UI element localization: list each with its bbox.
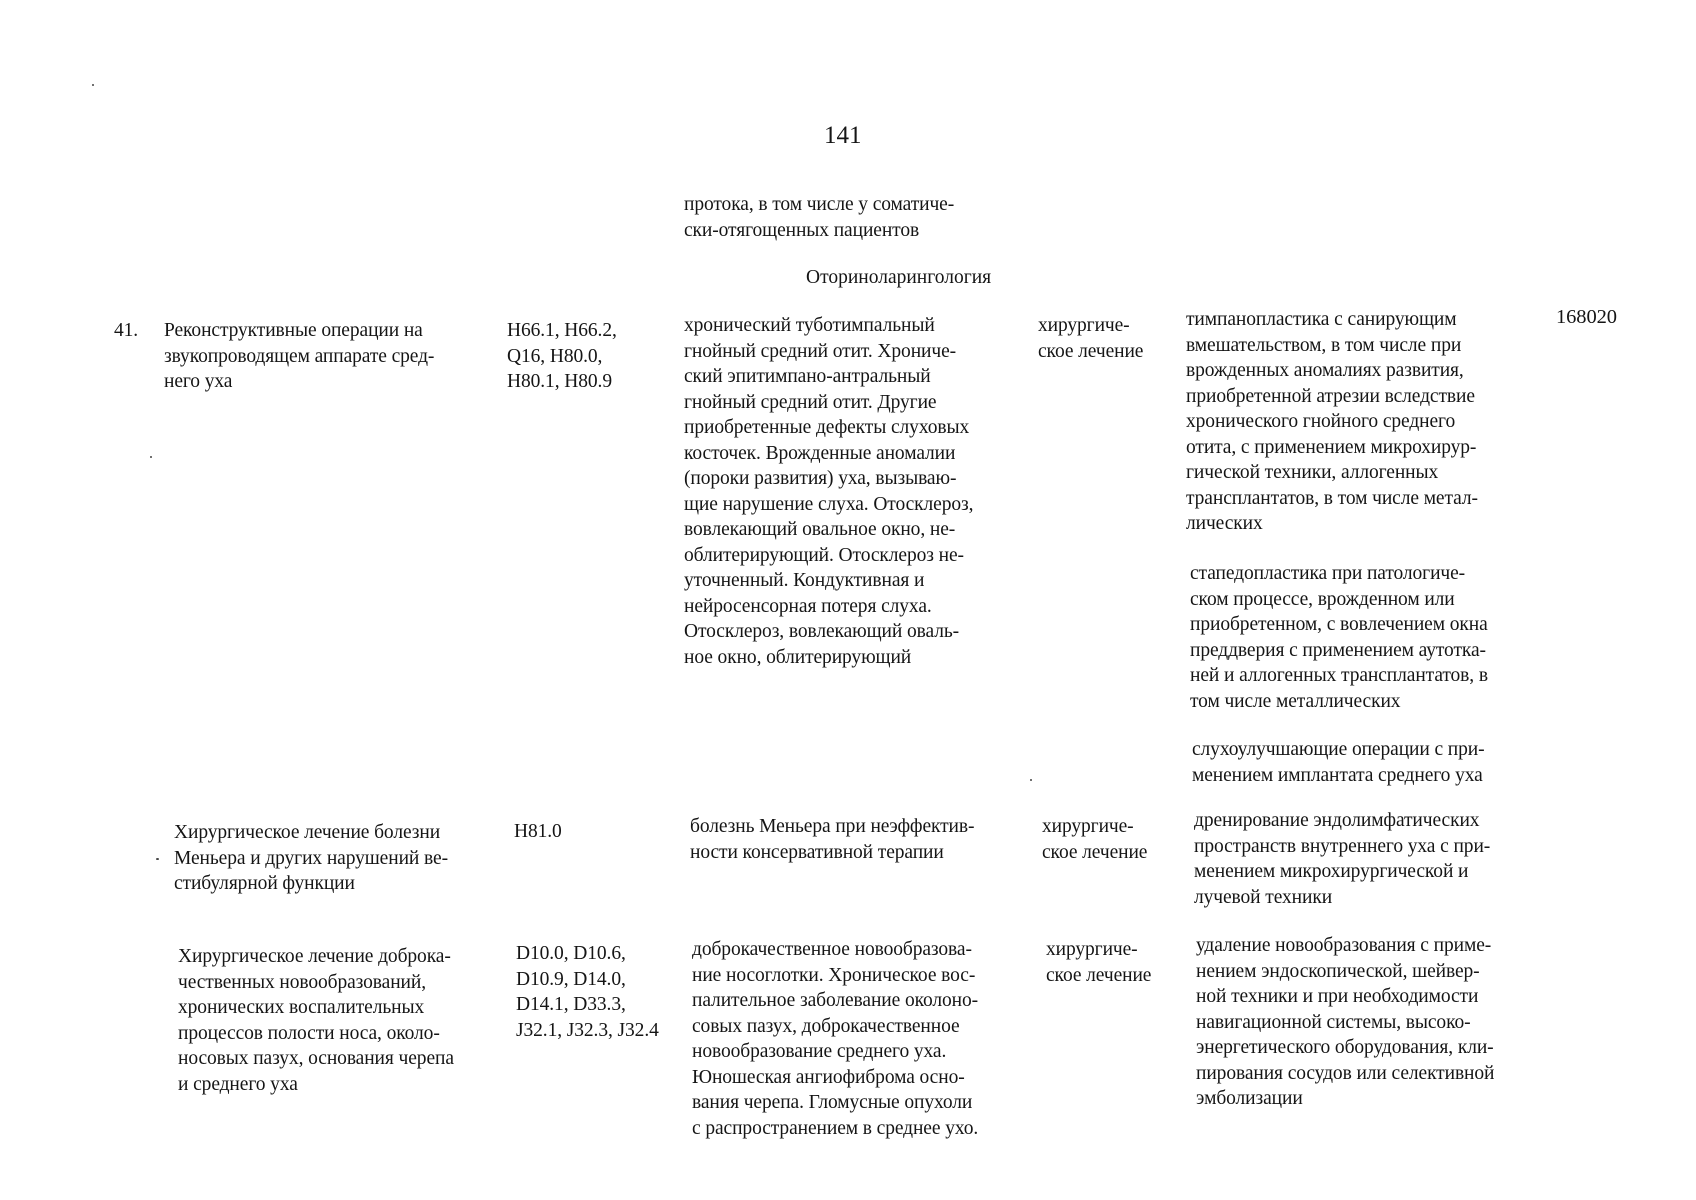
row-name: Реконструктивные операции на звукопроводящем аппарате сред- него уха (164, 320, 435, 392)
row-method: стапедопластика при патологиче- ском процессе, врожденном или приобретенном, с вовлечением окна преддверия с применением аутотка- ней и аллогенных трансплантатов, в том числе металлических (1190, 563, 1488, 712)
row-method: тимпанопластика с санирующим вмешательством, в том числе при врожденных аномалиях развития, приобретенной атрезии вследствие хронического гнойного среднего отита, с применением микрохирур- гической техники, аллогенных трансплантатов, в том числе метал- лических (1186, 309, 1478, 534)
row-index: 41. (114, 320, 139, 341)
row-codes: H81.0 (514, 821, 562, 842)
row-cost: 168020 (1556, 306, 1617, 328)
row-diagnosis: хронический туботимпальный гнойный средний отит. Хрониче- ский эпитимпано-антральный гнойный средний отит. Другие приобретенные дефекты слуховых косточек. Врожденные аномалии (пороки развития) уха, вызываю- щие нарушение слуха. Отосклероз, вовлекающий овальное окно, не- облитерирующий. Отосклероз не- уточненный. Кондуктивная и нейросенсорная потеря слуха. Отосклероз, вовлекающий оваль- ное окно, облитерирующий (684, 315, 974, 668)
row-treatment: хирургиче- ское лечение (1038, 315, 1144, 362)
scan-speck (156, 858, 159, 860)
row-treatment: хирургиче- ское лечение (1046, 939, 1152, 986)
row-name: Хирургическое лечение болезни Меньера и других нарушений ве- стибулярной функции (174, 822, 448, 894)
scan-speck (150, 456, 152, 458)
row-method: удаление новообразования с приме- нением эндоскопической, шейвер- ной техники и при необходимости навигационной системы, высоко- энергетического оборудования, кли- пирования сосудов или селективной эмболизации (1196, 935, 1495, 1109)
row-treatment: хирургиче- ское лечение (1042, 816, 1148, 863)
section-title: Оториноларингология (806, 267, 992, 288)
continued-text: протока, в том числе у соматиче- ски-отягощенных пациентов (684, 194, 955, 241)
row-codes: H66.1, H66.2, Q16, H80.0, H80.1, H80.9 (507, 320, 617, 392)
row-diagnosis: болезнь Меньера при неэффектив- ности консервативной терапии (690, 816, 975, 863)
row-name: Хирургическое лечение доброка- чественных новообразований, хронических воспалительных процессов полости носа, около- носовых пазух, основания черепа и среднего уха (178, 946, 454, 1095)
scan-speck (92, 84, 94, 86)
row-method: слухоулучшающие операции с при- менением имплантата среднего уха (1192, 739, 1485, 786)
row-codes: D10.0, D10.6, D10.9, D14.0, D14.1, D33.3, J32.1, J32.3, J32.4 (516, 943, 659, 1041)
row-diagnosis: доброкачественное новообразова- ние носоглотки. Хроническое вос- палительное заболевание околоно- совых пазух, доброкачественное новообразование среднего уха. Юношеская ангиофиброма осно- вания черепа. Гломусные опухоли с распространением в среднее ухо. (692, 939, 979, 1139)
page-number: 141 (824, 122, 862, 149)
row-method: дренирование эндолимфатических пространств внутреннего уха с при- менением микрохирургической и лучевой техники (1194, 810, 1491, 908)
scan-speck (1030, 779, 1032, 781)
